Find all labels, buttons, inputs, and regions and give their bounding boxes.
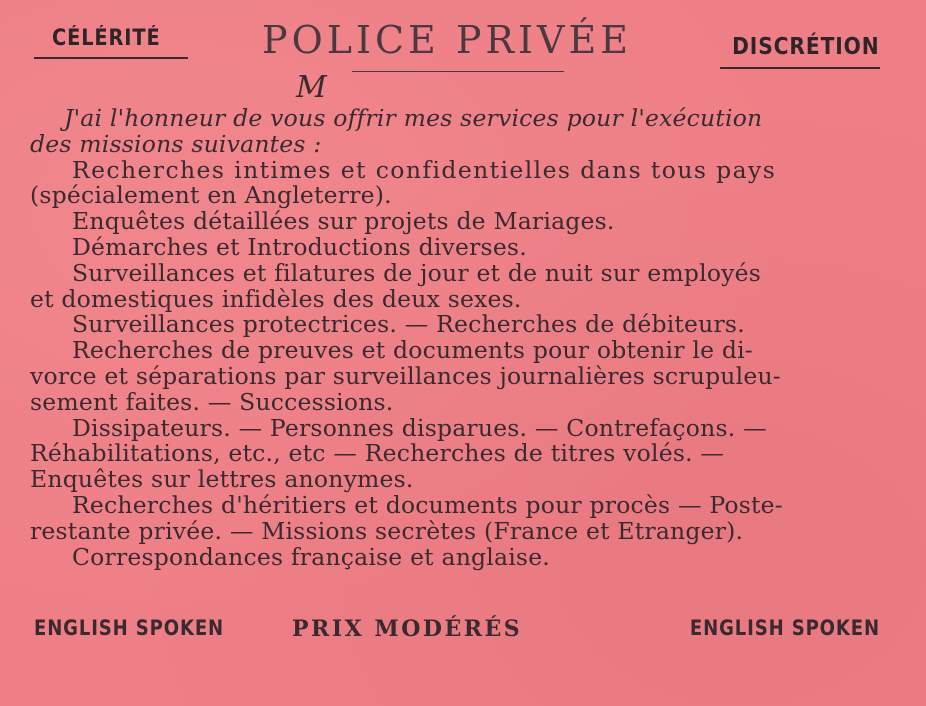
- salutation: M: [296, 70, 327, 105]
- footer-left-label: ENGLISH SPOKEN: [34, 616, 225, 640]
- service-line: Recherches intimes et confidentielles dans tous pays: [72, 155, 777, 184]
- header-right-label: DISCRÉTION: [732, 34, 880, 60]
- service-line: Recherches d'héritiers et documents pour procès — Poste-: [72, 490, 783, 519]
- service-line: Enquêtes sur lettres anonymes.: [30, 465, 414, 494]
- service-line: restante privée. — Missions secrètes (France et Etranger).: [30, 516, 744, 545]
- intro-line-1: J'ai l'honneur de vous offrir mes services pour l'exécution: [64, 104, 763, 132]
- card-footer: [0, 616, 926, 646]
- service-line: et domestiques infidèles des deux sexes.: [30, 284, 522, 313]
- card-body: [30, 106, 886, 570]
- service-line: (spécialement en Angleterre).: [30, 181, 392, 210]
- service-line: Correspondances française et anglaise.: [72, 542, 550, 571]
- header-right-underline: [720, 67, 880, 69]
- service-line: Dissipateurs. — Personnes disparues. — Contrefaçons. —: [72, 413, 767, 442]
- title-underline: [352, 71, 564, 72]
- service-line: sement faites. — Successions.: [30, 387, 394, 416]
- service-line: vorce et séparations par surveillances journalières scrupuleu-: [30, 361, 781, 390]
- footer-right-label: ENGLISH SPOKEN: [689, 616, 880, 640]
- card-title: POLICE PRIVÉE: [262, 18, 632, 62]
- service-line: Surveillances et filatures de jour et de nuit sur employés: [72, 258, 762, 287]
- intro-line-2: des missions suivantes :: [30, 129, 322, 158]
- header-left-label: CÉLÉRITÉ: [52, 26, 161, 51]
- service-line: Recherches de preuves et documents pour obtenir le di-: [72, 336, 753, 365]
- service-line: Enquêtes détaillées sur projets de Mariages.: [72, 207, 615, 236]
- footer-center-label: PRIX MODÉRÉS: [292, 616, 523, 642]
- service-line: Démarches et Introductions diverses.: [72, 232, 527, 261]
- service-line: Réhabilitations, etc., etc — Recherches de titres volés. —: [30, 439, 725, 468]
- header-left-underline: [34, 57, 188, 59]
- service-line: Surveillances protectrices. — Recherches de débiteurs.: [72, 310, 745, 339]
